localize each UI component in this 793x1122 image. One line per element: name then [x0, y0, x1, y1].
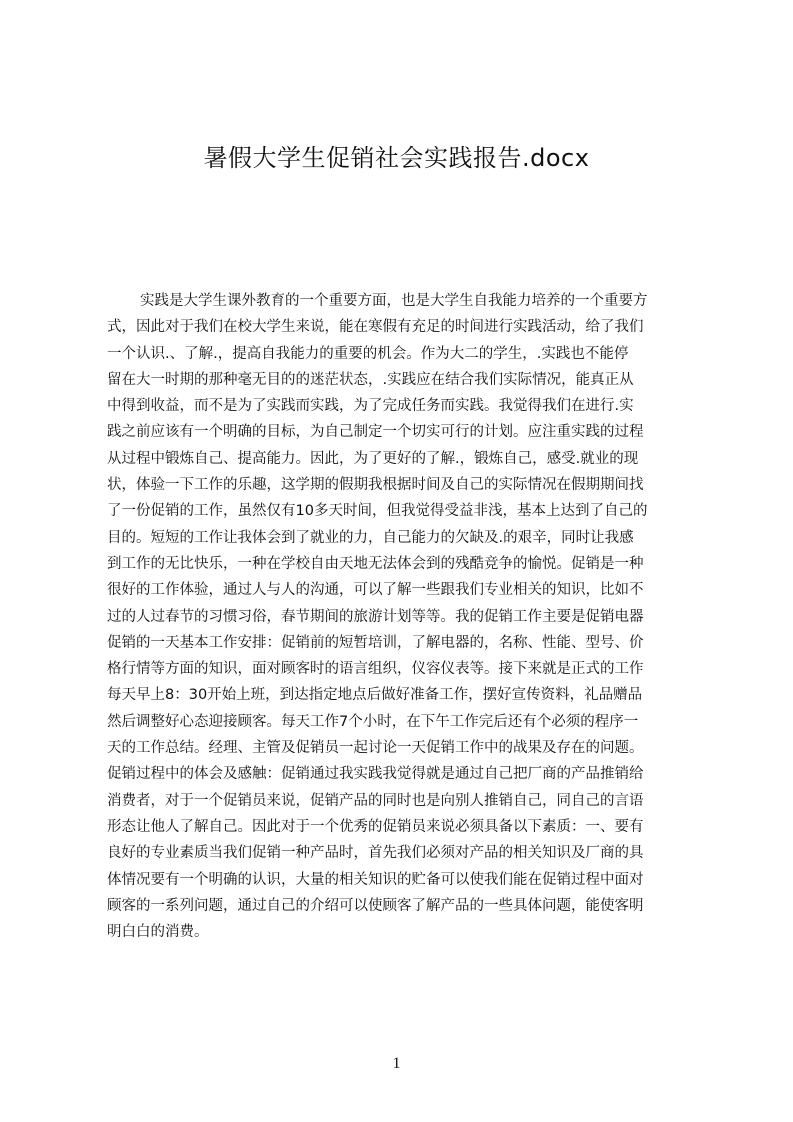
body-line: 顾客的一系列问题，通过自己的介绍可以使顾客了解产品的一些具体问题，能使客明	[107, 897, 644, 914]
body-line: 促销的一天基本工作安排：促销前的短暂培训，了解电器的，名称、性能、型号、价	[107, 634, 644, 651]
body-line: 过的人过春节的习惯习俗，春节期间的旅游计划等等。我的促销工作主要是促销电器	[107, 608, 644, 625]
page-number: 1	[392, 1055, 401, 1072]
body-line: 消费者，对于一个促销员来说，促销产品的同时也是向别人推销自己，同自己的言语	[107, 792, 644, 809]
body-line: 从过程中锻炼自己、提高能力。因此，为了更好的了解.，锻炼自己，感受.就业的现	[107, 450, 639, 467]
body-line: 了一份促销的工作，虽然仅有10多天时间，但我觉得受益非浅，基本上达到了自己的	[107, 503, 648, 520]
body-line: 形态让他人了解自己。因此对于一个优秀的促销员来说必须具备以下素质：一、要有	[107, 818, 644, 835]
body-line: 中得到收益，而不是为了实践而实践，为了完成任务而实践。我觉得我们在进行.实	[107, 398, 634, 415]
body-line: 天的工作总结。经理、主管及促销员一起讨论一天促销工作中的战果及存在的问题。	[107, 740, 644, 757]
body-line: 良好的专业素质当我们促销一种产品时，首先我们必须对产品的相关知识及厂商的具	[107, 845, 644, 862]
body-line: 每天早上8：30开始上班，到达指定地点后做好准备工作，摆好宣传资料，礼品赠品	[107, 687, 643, 704]
body-line: 实践是大学生课外教育的一个重要方面，也是大学生自我能力培养的一个重要方	[140, 293, 648, 309]
body-line: 状，体验一下工作的乐趣，这学期的假期我根据时间及自己的实际情况在假期期间找	[107, 477, 644, 494]
document-title: 暑假大学生促销社会实践报告.docx	[203, 144, 590, 172]
body-line: 式，因此对于我们在校大学生来说，能在寒假有充足的时间进行实践活动，给了我们	[107, 319, 644, 336]
body-line: 很好的工作体验，通过人与人的沟通，可以了解一些跟我们专业相关的知识，比如不	[107, 582, 644, 599]
body-text	[107, 288, 699, 945]
body-line: 目的。短短的工作让我体会到了就业的力，自己能力的欠缺及.的艰辛，同时让我感	[107, 529, 634, 546]
body-line: 践之前应该有一个明确的目标，为自己制定一个切实可行的计划。应注重实践的过程	[107, 424, 644, 441]
body-line: 体情况要有一个明确的认识，大量的相关知识的贮备可以使我们能在促销过程中面对	[107, 871, 644, 888]
body-line: 然后调整好心态迎接顾客。每天工作7个小时，在下午工作完后还有个必须的程序一	[107, 713, 639, 730]
body-line: 留在大一时期的那种毫无目的的迷茫状态，.实践应在结合我们实际情况，能真正从	[107, 371, 634, 388]
body-line: 明白白的消费。	[107, 924, 209, 941]
body-line: 到工作的无比快乐，一种在学校自由天地无法体会到的残酷竞争的愉悦。促销是一种	[107, 555, 644, 572]
body-line: 一个认识.、了解.，提高自我能力的重要的机会。作为大二的学生，.实践也不能停	[107, 345, 629, 362]
body-line: 格行情等方面的知识，面对顾客时的语言组织，仪容仪表等。接下来就是正式的工作	[107, 661, 644, 678]
body-line: 促销过程中的体会及感触：促销通过我实践我觉得就是通过自己把厂商的产品推销给	[107, 766, 644, 783]
